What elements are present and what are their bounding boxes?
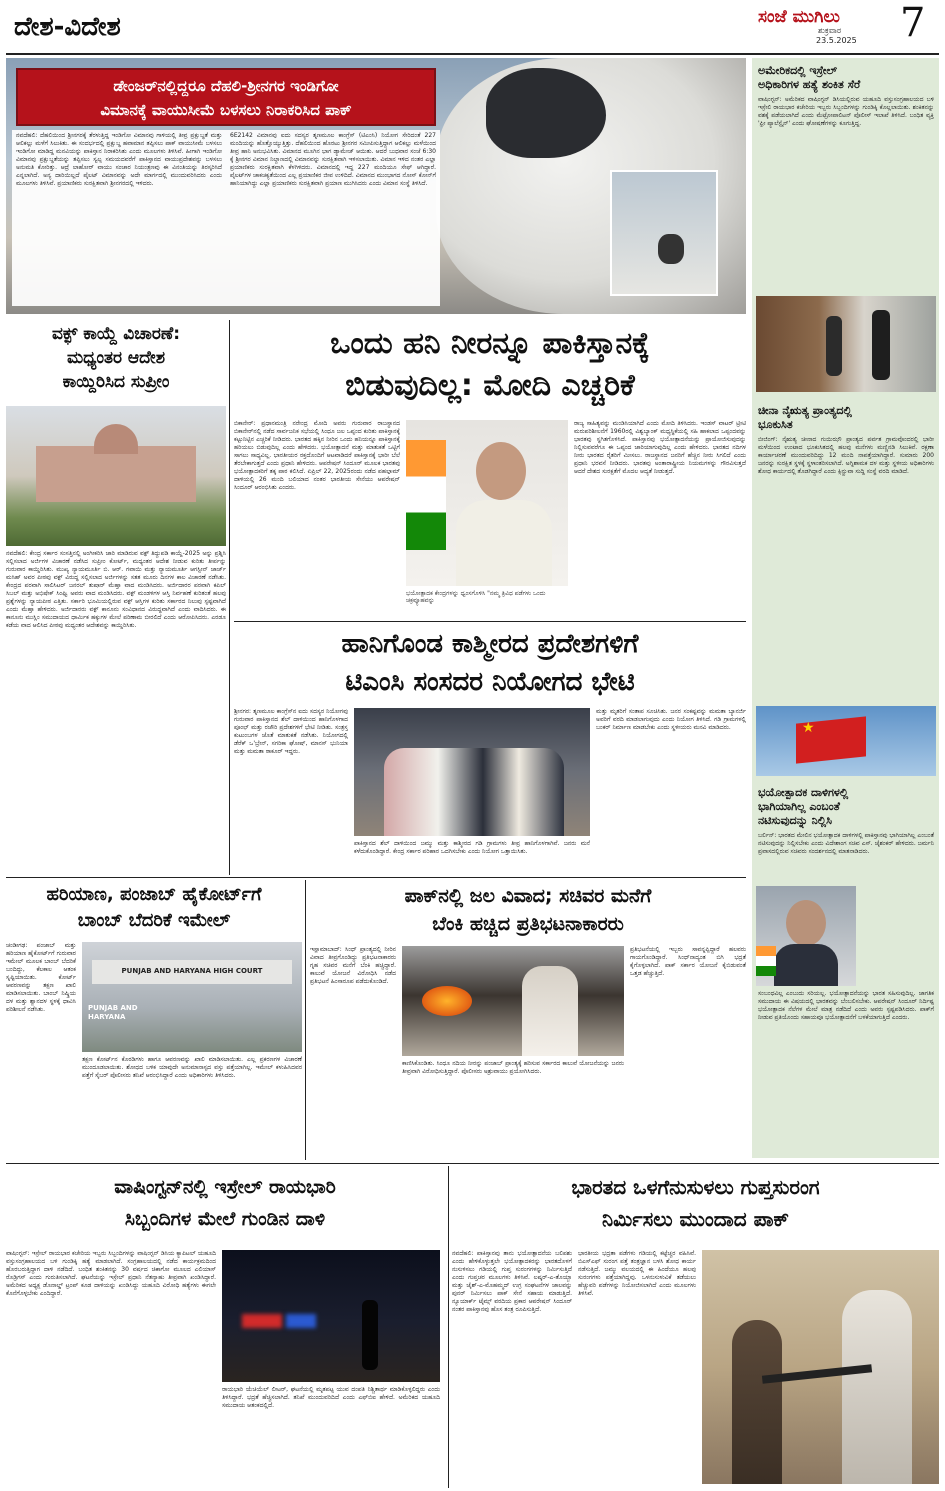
china-sidebar-title-line2: ಭೂಕುಸಿತ (758, 418, 793, 431)
tmc-headline-line2: ಟಿಎಂಸಿ ಸಂಸದರ ನಿಯೋಗದ ಭೇಟಿ (345, 667, 635, 697)
top-story (6, 58, 746, 314)
tunnel-headline-line2: ನಿರ್ಮಿಸಲು ಮುಂದಾದ ಪಾಕ್ (602, 1207, 789, 1231)
haryana-headline-line1: ಹರಿಯಾಣ, ಪಂಜಾಬ್ ಹೈಕೋರ್ಟ್‌ಗೆ (46, 884, 262, 905)
logo-day: ಶುಕ್ರವಾರ (818, 26, 842, 35)
top-headline-line2: ವಿಮಾನಕ್ಕೆ ವಾಯುಸೀಮೆ ಬಳಸಲು ನಿರಾಕರಿಸಿದ ಪಾಕ್ (100, 101, 352, 119)
china-sidebar-title-line1: ಚೀನಾ ನೈಋತ್ಯ ಪ್ರಾಂತ್ಯದಲ್ಲಿ (758, 404, 852, 417)
water-story (310, 880, 746, 1160)
jaishankar-photo (756, 886, 856, 986)
fire-shape (422, 986, 472, 1016)
dc-night-photo (222, 1250, 440, 1382)
terror-sidebar-body1: ಬರ್ಲಿನ್: ಭಾರತದ ಮೇಲಿನ ಭಯೋತ್ಪಾದಕ ದಾಳಿಗಳಲ್ಲಿ ಪಾಕಿಸ್ತಾನವು ಭಾಗಿಯಾಗಿಲ್ಲ ಎಂಬಂತೆ ನಟಿಸುವುದನ್ನು ನಿಲ್ಲಿಸಬೇಕು ಎಂದು ವಿದೇಶಾಂಗ ಸಚಿವ ಎಸ್. ಜೈಶಂಕರ್ ಹೇಳಿದರು. ಜರ್ಮನಿ ಪ್ರವಾಸದಲ್ಲಿರುವ ಸಚಿವರು ಸಂದರ್ಶನದಲ್ಲಿ ಮಾತನಾಡಿದರು. (758, 832, 934, 855)
top-headline-box (16, 68, 436, 126)
masthead-divider (6, 53, 939, 55)
waqf-body: ನವದೆಹಲಿ: ಕೇಂದ್ರ ಸರ್ಕಾರ ಸಂಸತ್ತಿನಲ್ಲಿ ಅಂಗೀಕರಿಸಿ ಜಾರಿ ಮಾಡಿರುವ ವಕ್ಫ್ ತಿದ್ದುಪಡಿ ಕಾಯ್ದೆ-2025 ಅನ್ನು ಪ್ರಶ್ನಿಸಿ ಸಲ್ಲಿಸಲಾದ ಅರ್ಜಿಗಳ ವಿಚಾರಣೆ ನಡೆಸಿದ ಸುಪ್ರೀಂ ಕೋರ್ಟ್, ಮಧ್ಯಂತರ ಆದೇಶ ನೀಡುವ ಕುರಿತು ತೀರ್ಪನ್ನು ಗುರುವಾರ ಕಾಯ್ದಿರಿಸಿತು. ಮುಖ್ಯ ನ್ಯಾಯಮೂರ್ತಿ ಬಿ. ಆರ್. ಗವಾಯಿ ಮತ್ತು ನ್ಯಾಯಮೂರ್ತಿ ಆಗಸ್ಟೀನ್ ಜಾರ್ಜ್ ಮಸಿಹ್ ಅವರ ಪೀಠವು ವಕ್ಫ್ ವಿರುದ್ಧ ಸಲ್ಲಿಸಲಾದ ಅರ್ಜಿಗಳನ್ನು ಸತತ ಮೂರು ದಿನಗಳ ಕಾಲ ವಿಚಾರಣೆ ನಡೆಸಿತು. ಕೇಂದ್ರದ ಪರವಾಗಿ ಸಾಲಿಸಿಟರ್ ಜನರಲ್ ತುಷಾರ್ ಮೆಹ್ತಾ ವಾದ ಮಂಡಿಸಿದರು. ಅರ್ಜಿದಾರರ ಪರವಾಗಿ ಕಪಿಲ್ ಸಿಬಲ್ ಮತ್ತು ಅಭಿಷೇಕ್ ಸಿಂಘ್ವಿ ಅವರು ವಾದ ಮಂಡಿಸಿದರು. ವಕ್ಫ್ ಮಂಡಳಿಗಳ ಆಸ್ತಿ ನಿರ್ವಹಣೆ ಕುರಿತಂತೆ ಹಲವು ಪ್ರಶ್ನೆಗಳನ್ನು ನ್ಯಾಯಪೀಠ ಎತ್ತಿತು. ಸರ್ಕಾರಿ ಭೂಮಿಯಲ್ಲಿರುವ ವಕ್ಫ್ ಆಸ್ತಿಗಳ ಕುರಿತು ಸರ್ಕಾರದ ನಿಲುವು ಸ್ಪಷ್ಟವಾಗಿದೆ ಎಂದು ಮೆಹ್ತಾ ಹೇಳಿದರು. ಅರ್ಜಿದಾರರು ವಕ್ಫ್ ಕಾನೂನು ಸಂವಿಧಾನದ ವಿರುದ್ಧವಾಗಿದೆ ಎಂದು ವಾದಿಸಿದರು. ಈ ಕಾನೂನು ಮುಸ್ಲಿಂ ಸಮುದಾಯದ ಧಾರ್ಮಿಕ ಹಕ್ಕುಗಳ ಮೇಲೆ ಪರಿಣಾಮ ಬೀರಲಿದೆ ಎಂದು ಆರೋಪಿಸಿದರು. ಎರಡೂ ಕಡೆಯ ವಾದ ಆಲಿಸಿದ ಪೀಠವು ಮಧ್ಯಂತರ ಆದೇಶವನ್ನು ಕಾಯ್ದಿರಿಸಿತು. (6, 550, 226, 629)
dc-col1: ವಾಷಿಂಗ್ಟನ್: ಇಸ್ರೇಲ್ ರಾಯಭಾರ ಕಚೇರಿಯ ಇಬ್ಬರು ಸಿಬ್ಬಂದಿಗಳನ್ನು ವಾಷಿಂಗ್ಟನ್ ಡಿಸಿಯ ಕ್ಯಾಪಿಟಲ್ ಯಹೂದಿ ವಸ್ತುಸಂಗ್ರಹಾಲಯದ ಬಳಿ ಗುಂಡಿಕ್ಕಿ ಹತ್ಯೆ ಮಾಡಲಾಗಿದೆ. ಸಂಗ್ರಹಾಲಯದಲ್ಲಿ ನಡೆದ ಕಾರ್ಯಕ್ರಮದಿಂದ ಹೊರಬರುತ್ತಿದ್ದಾಗ ದಾಳಿ ನಡೆದಿದೆ. ಬಂಧಿತ ಶಂಕಿತನನ್ನು 30 ವರ್ಷದ ಚಿಕಾಗೋ ಮೂಲದ ಎಲಿಯಾಸ್ ರೊಡ್ರಿಗಸ್ ಎಂದು ಗುರುತಿಸಲಾಗಿದೆ. ಘಟನೆಯನ್ನು ಇಸ್ರೇಲ್ ಪ್ರಧಾನಿ ನೆತನ್ಯಾಹು ತೀವ್ರವಾಗಿ ಖಂಡಿಸಿದ್ದಾರೆ. ಅಮೆರಿಕದ ಅಧ್ಯಕ್ಷ ಡೊನಾಲ್ಡ್ ಟ್ರಂಪ್ ಕೂಡ ದಾಳಿಯನ್ನು ಖಂಡಿಸಿದ್ದು ಯಹೂದಿ ವಿರೋಧಿ ಹತ್ಯೆಗಳು ಈಗಲೇ ಕೊನೆಗೊಳ್ಳಬೇಕು ಎಂದಿದ್ದಾರೆ. (6, 1250, 216, 1297)
militants-photo (702, 1250, 939, 1484)
bottom-divider (448, 1166, 449, 1488)
top-headline-line1: ಡೇಂಜರ್‌ನಲ್ಲಿದ್ದರೂ ದೆಹಲಿ-ಶ್ರೀನಗರ ಇಂಡಿಗೋ (113, 77, 339, 95)
water-col1: ಇಸ್ಲಾಮಾಬಾದ್: ಸಿಂಧ್ ಪ್ರಾಂತ್ಯದಲ್ಲಿ ನೀರಿನ ವಿವಾದ ತೀವ್ರಗೊಂಡಿದ್ದು ಪ್ರತಿಭಟನಾಕಾರರು ಗೃಹ ಸಚಿವರ ಮನೆಗೆ ಬೆಂಕಿ ಹಚ್ಚಿದ್ದಾರೆ. ಕಾಲುವೆ ಯೋಜನೆ ವಿರೋಧಿಸಿ ನಡೆದ ಪ್ರತಿಭಟನೆ ಹಿಂಸಾರೂಪ ಪಡೆದುಕೊಂಡಿದೆ. (310, 946, 396, 985)
water-headline-line2: ಬೆಂಕಿ ಹಚ್ಚಿದ ಪ್ರತಿಭಟನಾಕಾರರು (432, 913, 624, 935)
top-story-col2: 6E2142 ವಿಮಾನವು ಐದು ಸದಸ್ಯರ ತೃಣಮೂಲ ಕಾಂಗ್ರೆಸ್ (ಟಿಎಂಸಿ) ನಿಯೋಗ ಸೇರಿದಂತೆ 227 ಮಂದಿಯನ್ನು ಹೊತ್ತೊಯ್ಯುತ್ತಿತ್ತು. ದೆಹಲಿಯಿಂದ ಹೊರಟು ಶ್ರೀನಗರ ಸಮೀಪಿಸುತ್ತಿದ್ದಾಗ ಆಲಿಕಲ್ಲು ಮಳೆಯಿಂದ ತೀವ್ರ ಹಾನಿ ಅನುಭವಿಸಿತು. ವಿಮಾನದ ಮೂಗಿನ ಭಾಗ ಡ್ಯಾಮೇಜ್ ಆಯಿತು. ಆದರೆ ಬುಧವಾರ ಸಂಜೆ 6:30 ಕ್ಕೆ ಶ್ರೀನಗರ ವಿಮಾನ ನಿಲ್ದಾಣದಲ್ಲಿ ವಿಮಾನವನ್ನು ಸುರಕ್ಷಿತವಾಗಿ ಇಳಿಸಲಾಯಿತು. ವಿಮಾನ ಇಳಿದ ನಂತರ ಎಲ್ಲಾ ಪ್ರಯಾಣಿಕರು ಸುರಕ್ಷಿತವಾಗಿ ಕೆಳಗಿಳಿದರು. ವಿಮಾನದಲ್ಲಿ ಇದ್ದ 227 ಮಂದಿಯೂ ಸೇಫ್ ಆಗಿದ್ದಾರೆ. ಪೈಲಟ್‌ಗಳ ಚಾಕಚಕ್ಯತೆಯಿಂದ ಎಲ್ಲ ಪ್ರಯಾಣಿಕರ ಜೀವ ಉಳಿದಿದೆ. ವಿಮಾನದ ಮುಂಭಾಗದ ನೋಸ್ ಕೋನ್‌ಗೆ ಹಾನಿಯಾಗಿದ್ದು ಎಲ್ಲಾ ಪ್ರಯಾಣಿಕರು ಸುರಕ್ಷಿತವಾಗಿ ಪ್ರಯಾಣ ಮುಗಿಸಿದರು ಎಂದು ವಿಮಾನ ಸಂಸ್ಥೆ ತಿಳಿಸಿದೆ. (230, 132, 436, 187)
person-head-shape (786, 900, 826, 946)
high-court-photo (82, 942, 302, 1052)
mid-divider (6, 877, 746, 878)
logo-text: ಸಂಜೆ ಮುಗಿಲು (758, 7, 840, 27)
tunnel-col2: ಭಾರತೀಯ ಭದ್ರತಾ ಪಡೆಗಳು ಗಡಿಯಲ್ಲಿ ಕಟ್ಟೆಚ್ಚರ ವಹಿಸಿವೆ. ಬಿಎಸ್‌ಎಫ್ ಸುರಂಗ ಪತ್ತೆ ತಂತ್ರಜ್ಞಾನ ಬಳಸಿ ಶೋಧ ಕಾರ್ಯ ನಡೆಸುತ್ತಿದೆ. ಜಮ್ಮು ವಲಯದಲ್ಲಿ ಈ ಹಿಂದೆಯೂ ಹಲವು ಸುರಂಗಗಳು ಪತ್ತೆಯಾಗಿದ್ದವು. ಒಳನುಸುಳುವಿಕೆ ತಡೆಯಲು ಹೆಚ್ಚುವರಿ ಪಡೆಗಳನ್ನು ನಿಯೋಜಿಸಲಾಗಿದೆ ಎಂದು ಮೂಲಗಳು ತಿಳಿಸಿವೆ. (578, 1250, 696, 1297)
waqf-story (6, 320, 226, 875)
lower-divider (6, 1163, 939, 1164)
masthead (0, 0, 945, 55)
waqf-divider (229, 320, 230, 875)
terror-sidebar-title-line3: ನಟಿಸುವುದನ್ನು ನಿಲ್ಲಿಸಿ (758, 814, 832, 827)
modi-headline-line2: ಬಿಡುವುದಿಲ್ಲ: ಮೋದಿ ಎಚ್ಚರಿಕೆ (345, 368, 635, 403)
dc-col2: ರಾಯಭಾರಿ ಯೆಚಿಯೆಲ್ ಲೀಟರ್, ಘಟನೆಯಲ್ಲಿ ಮೃತಪಟ್ಟ ಯುವ ದಂಪತಿ ನಿಶ್ಚಿತಾರ್ಥ ಮಾಡಿಕೊಳ್ಳಲಿದ್ದರು ಎಂದು ತಿಳಿಸಿದ್ದಾರೆ. ಭದ್ರತೆ ಹೆಚ್ಚಿಸಲಾಗಿದೆ. ತನಿಖೆ ಮುಂದುವರಿದಿದೆ ಎಂದು ಎಫ್‌ಬಿಐ ಹೇಳಿದೆ. ಅಮೆರಿಕದ ಯಹೂದಿ ಸಮುದಾಯ ಆತಂಕದಲ್ಲಿದೆ. (222, 1386, 440, 1409)
terror-sidebar-title-line2: ಭಾಗಿಯಾಗಿಲ್ಲ ಎಂಬಂತೆ (758, 800, 840, 813)
dc-headline-line2: ಸಿಬ್ಬಂದಿಗಳ ಮೇಲೆ ಗುಂಡಿನ ದಾಳಿ (124, 1208, 326, 1230)
haryana-headline-line2: ಬಾಂಬ್ ಬೆದರಿಕೆ ಇಮೇಲ್ (77, 910, 231, 931)
us-sidebar-title-line2: ಅಧಿಕಾರಿಗಳ ಹತ್ಯೆ ಶಂಕಿತ ಸೆರೆ (758, 78, 861, 91)
top-story-col1: ನವದೆಹಲಿ: ದೆಹಲಿಯಿಂದ ಶ್ರೀನಗರಕ್ಕೆ ತೆರಳುತ್ತಿದ್ದ ಇಂಡಿಗೋ ವಿಮಾನವು ಗಾಳಿಯಲ್ಲಿ ತೀವ್ರ ಪ್ರಕ್ಷುಬ್ಧತೆ ಮತ್ತು ಆಲಿಕಲ್ಲು ಮಳೆಗೆ ಸಿಲುಕಿತು. ಈ ಸಂದರ್ಭದಲ್ಲಿ ಪ್ರಕ್ಷುಬ್ಧ ಹವಾಮಾನ ತಪ್ಪಿಸಲು ಪಾಕ್ ವಾಯುಸೀಮೆ ಬಳಸಲು ಇಂಡಿಗೋ ಮಾಡಿದ್ದ ಮನವಿಯನ್ನು ಪಾಕಿಸ್ತಾನ ನಿರಾಕರಿಸಿತು ಎಂದು ಮೂಲಗಳು ತಿಳಿಸಿವೆ. ಹೀಗಾಗಿ ಇಂಡಿಗೋ ವಿಮಾನವು ಪ್ರಕ್ಷುಬ್ಧತೆಯನ್ನು ತಪ್ಪಿಸಲು ಸ್ವಲ್ಪ ಸಮಯದವರೆಗೆ ಪಾಕಿಸ್ತಾನದ ವಾಯುಪ್ರದೇಶವನ್ನು ಬಳಸಲು ಅನುಮತಿ ಕೋರಿತ್ತು. ಆದ್ರೆ ಲಾಹೋರ್ ವಾಯು ಸಂಚಾರ ನಿಯಂತ್ರಣವು ಈ ವಿನಂತಿಯನ್ನು ತಿರಸ್ಕರಿಸಿದೆ ಎನ್ನಲಾಗಿದೆ. ಅನ್ಯ ದಾರಿಯಿಲ್ಲದೆ ಪೈಲಟ್ ವಿಮಾನವನ್ನು ಅದೇ ಮಾರ್ಗದಲ್ಲಿ ಮುಂದುವರಿಸಿದರು ಎಂದು ಮೂಲಗಳು ತಿಳಿಸಿವೆ. ಪ್ರಯಾಣಿಕರು ಸುರಕ್ಷಿತವಾಗಿ ಶ್ರೀನಗರದಲ್ಲಿ ಇಳಿದರು. (16, 132, 222, 187)
person-head-shape (476, 442, 526, 500)
haryana-col2: ತಕ್ಷಣ ಕೋರ್ಟ್‌ನ ಕೊಠಡಿಗಳು ಹಾಗೂ ಆವರಣವನ್ನು ಖಾಲಿ ಮಾಡಿಸಲಾಯಿತು. ಎಲ್ಲ ಪ್ರಕರಣಗಳ ವಿಚಾರಣೆ ಮುಂದೂಡಲಾಯಿತು. ಶೋಧದ ಬಳಿಕ ಯಾವುದೇ ಅನುಮಾನಾಸ್ಪದ ವಸ್ತು ಪತ್ತೆಯಾಗಿಲ್ಲ. ಇಮೇಲ್ ಕಳುಹಿಸಿದವರ ಪತ್ತೆಗೆ ಸೈಬರ್ ಪೊಲೀಸರು ತನಿಖೆ ಆರಂಭಿಸಿದ್ದಾರೆ ಎಂದು ಅಧಿಕಾರಿಗಳು ತಿಳಿಸಿದರು. (82, 1056, 302, 1079)
police-light-shape (242, 1314, 282, 1328)
terror-sidebar-title-line1: ಭಯೋತ್ಪಾದಕ ದಾಳಿಗಳಲ್ಲಿ (758, 786, 849, 799)
flag-star-icon: ★ (802, 720, 815, 736)
water-col2: ಕಾಣಿಸಿಕೊಂಡಿತು. ಸಿಂಧೂ ನದಿಯ ನೀರನ್ನು ಪಂಜಾಬ್ ಪ್ರಾಂತ್ಯಕ್ಕೆ ಹರಿಸುವ ಸರ್ಕಾರದ ಕಾಲುವೆ ಯೋಜನೆಯನ್ನು ಜನರು ತೀವ್ರವಾಗಿ ವಿರೋಧಿಸುತ್ತಿದ್ದಾರೆ. ಪೊಲೀಸರು ಅಶ್ರುವಾಯು ಪ್ರಯೋಗಿಸಿದರು. (402, 1060, 624, 1075)
china-sidebar-body: ಬೀಜಿಂಗ್: ನೈಋತ್ಯ ಚೀನಾದ ಗುಯಿಝೌ ಪ್ರಾಂತ್ಯದ ಪರ್ವತ ಗ್ರಾಮವೊಂದರಲ್ಲಿ ಭಾರೀ ಮಳೆಯಿಂದ ಉಂಟಾದ ಭೂಕುಸಿತದಲ್ಲಿ ಹಲವು ಮನೆಗಳು ಮಣ್ಣಿನಡಿ ಸಿಲುಕಿವೆ. ರಕ್ಷಣಾ ಕಾರ್ಯಾಚರಣೆ ಮುಂದುವರಿದಿದ್ದು 12 ಮಂದಿ ನಾಪತ್ತೆಯಾಗಿದ್ದಾರೆ. ಸುಮಾರು 200 ಜನರನ್ನು ಸುರಕ್ಷಿತ ಸ್ಥಳಕ್ಕೆ ಸ್ಥಳಾಂತರಿಸಲಾಗಿದೆ. ಅಗ್ನಿಶಾಮಕ ದಳ ಮತ್ತು ಸ್ಥಳೀಯ ಅಧಿಕಾರಿಗಳು ಶೋಧ ಕಾರ್ಯದಲ್ಲಿ ತೊಡಗಿದ್ದಾರೆ ಎಂದು ಕ್ಸಿನ್ಹುವಾ ಸುದ್ದಿ ಸಂಸ್ಥೆ ವರದಿ ಮಾಡಿದೆ. (758, 436, 934, 475)
tmc-photo (354, 708, 590, 836)
india-flag-shape (756, 946, 776, 976)
militant-figure-1 (732, 1320, 782, 1484)
modi-col2: ರಾಜ್ಯ ಸಾಹಿತ್ಯವನ್ನು ಮಂಡಿಸಿಯಾಗಿದೆ ಎಂದು ಮೋದಿ ತಿಳಿಸಿದರು. ಇಂಡಸ್ ವಾಟರ್ ಟ್ರೀಟಿ ಮರುಪರಿಶೀಲನೆಗೆ 1960ರಲ್ಲಿ ವಿಶ್ವಬ್ಯಾಂಕ್ ಮಧ್ಯಸ್ಥಿಕೆಯಲ್ಲಿ ಸಹಿ ಹಾಕಲಾದ ಒಪ್ಪಂದವನ್ನು ಭಾರತವು ಸ್ಥಗಿತಗೊಳಿಸಿದೆ. ಪಾಕಿಸ್ತಾನವು ಭಯೋತ್ಪಾದನೆಯನ್ನು ಪ್ರಾಯೋಜಿಸುವುದನ್ನು ನಿಲ್ಲಿಸುವವರೆಗೂ ಈ ಒಪ್ಪಂದ ಜಾರಿಯಾಗುವುದಿಲ್ಲ ಎಂದು ಹೇಳಿದರು. ಭಾರತದ ನದಿಗಳ ನೀರು ಭಾರತದ ರೈತರಿಗೆ ಮೀಸಲು. ರಾಜಸ್ಥಾನದ ಜನರಿಗೆ ಹೆಚ್ಚಿನ ನೀರು ಸಿಗಲಿದೆ ಎಂದು ಪ್ರಧಾನಿ ಭರವಸೆ ನೀಡಿದರು. ಭಾರತವು ಅಂತಾರಾಷ್ಟ್ರೀಯ ನಿಯಮಗಳನ್ನು ಗೌರವಿಸುತ್ತದೆ ಆದರೆ ದೇಶದ ಸುರಕ್ಷತೆಗೆ ಮೊದಲ ಆದ್ಯತೆ ನೀಡುತ್ತದೆ. (574, 420, 746, 475)
person-body-shape (774, 944, 838, 986)
person-silhouette-1 (826, 316, 842, 376)
us-sidebar-body: ವಾಷಿಂಗ್ಟನ್: ಅಮೆರಿಕದ ವಾಷಿಂಗ್ಟನ್ ಡಿಸಿಯಲ್ಲಿರುವ ಯಹೂದಿ ವಸ್ತುಸಂಗ್ರಹಾಲಯದ ಬಳಿ ಇಸ್ರೇಲಿ ರಾಯಭಾರ ಕಚೇರಿಯ ಇಬ್ಬರು ಸಿಬ್ಬಂದಿಗಳನ್ನು ಗುಂಡಿಕ್ಕಿ ಕೊಲ್ಲಲಾಯಿತು. ಶಂಕಿತನನ್ನು ವಶಕ್ಕೆ ಪಡೆಯಲಾಗಿದೆ ಎಂದು ಮೆಟ್ರೋಪಾಲಿಟನ್ ಪೊಲೀಸ್ ಇಲಾಖೆ ತಿಳಿಸಿದೆ. ಬಂಧಿತ ವ್ಯಕ್ತಿ 'ಫ್ರೀ ಪ್ಯಾಲೆಸ್ಟೈನ್' ಎಂದು ಘೋಷಣೆಗಳನ್ನು ಕೂಗುತ್ತಿದ್ದ. (758, 96, 934, 127)
china-flag-photo (756, 706, 936, 776)
court-building-shape (36, 446, 196, 502)
tmc-col3: ಮತ್ತು ಮೃತರಿಗೆ ಸಂತಾಪ ಸೂಚಿಸಿತು. ಜನರ ಸಂಕಷ್ಟವನ್ನು ಮಮತಾ ಬ್ಯಾನರ್ಜಿ ಅವರಿಗೆ ವರದಿ ಮಾಡಲಾಗುವುದು ಎಂದು ನಿಯೋಗ ತಿಳಿಸಿದೆ. ಗಡಿ ಗ್ರಾಮಗಳಲ್ಲಿ ಬಂಕರ್ ನಿರ್ಮಾಣ ಮಾಡಬೇಕು ಎಂದು ಸ್ಥಳೀಯರು ಮನವಿ ಮಾಡಿದರು. (596, 708, 746, 731)
protest-photo (402, 946, 624, 1056)
person-silhouette (362, 1300, 378, 1370)
top-story-textbox (12, 130, 440, 306)
protester-shape (522, 966, 578, 1056)
tmc-col2: ಪಾಕಿಸ್ತಾನದ ಶೆಲ್ ದಾಳಿಯಿಂದ ಜಮ್ಮು ಮತ್ತು ಕಾಶ್ಮೀರದ ಗಡಿ ಗ್ರಾಮಗಳು ತೀವ್ರ ಹಾನಿಗೊಳಗಾಗಿವೆ. ಜನರು ಮನೆ ಕಳೆದುಕೊಂಡಿದ್ದಾರೆ. ಕೇಂದ್ರ ಸರ್ಕಾರ ಪರಿಹಾರ ಒದಗಿಸಬೇಕು ಎಂದು ನಿಯೋಗ ಒತ್ತಾಯಿಸಿತು. (354, 840, 590, 855)
water-col3: ಪ್ರತಿಭಟನೆಯಲ್ಲಿ ಇಬ್ಬರು ಸಾವನ್ನಪ್ಪಿದ್ದಾರೆ ಹಲವರು ಗಾಯಗೊಂಡಿದ್ದಾರೆ. ಸಿಂಧ್‌ನಾದ್ಯಂತ ಬಿಗಿ ಭದ್ರತೆ ಕೈಗೊಳ್ಳಲಾಗಿದೆ. ಪಾಕ್ ಸರ್ಕಾರ ಯೋಜನೆ ಕೈಬಿಡುವಂತೆ ಒತ್ತಡ ಹೆಚ್ಚುತ್ತಿದೆ. (630, 946, 746, 977)
section-title: ದೇಶ-ವಿದೇಶ (14, 12, 121, 42)
court-sign-lower: PUNJAB AND HARYANA (88, 1004, 138, 1021)
court-sign-board (92, 960, 292, 984)
page-number: 7 (900, 0, 926, 46)
militant-figure-2 (842, 1290, 912, 1484)
dc-attack-story (6, 1166, 444, 1488)
logo (758, 4, 900, 46)
person-body-shape (456, 500, 552, 586)
waqf-headline-line2: ಮಧ್ಯಂತರ ಆದೇಶ (66, 348, 166, 368)
court-dome-shape (94, 424, 138, 454)
tmc-col1: ಶ್ರೀನಗರ: ತೃಣಮೂಲ ಕಾಂಗ್ರೆಸ್‌ನ ಐದು ಸದಸ್ಯರ ನಿಯೋಗವು ಗುರುವಾರ ಪಾಕಿಸ್ತಾನದ ಶೆಲ್ ದಾಳಿಯಿಂದ ಹಾನಿಗೊಳಗಾದ ಪೂಂಛ್ ಮತ್ತು ರಜೌರಿ ಪ್ರದೇಶಗಳಿಗೆ ಭೇಟಿ ನೀಡಿತು. ಸಂತ್ರಸ್ತ ಕುಟುಂಬಗಳ ಜೊತೆ ಮಾತುಕತೆ ನಡೆಸಿತು. ನಿಯೋಗದಲ್ಲಿ ಡೆರೆಕ್ ಒ'ಬ್ರೇನ್, ಸಗರಿಕಾ ಘೋಷ್, ಮಾನಸ್ ಭುನಿಯಾ ಮತ್ತು ಮಮತಾ ಠಾಕೂರ್ ಇದ್ದರು. (234, 708, 348, 755)
tmc-story (234, 624, 746, 874)
us-sidebar-photo (756, 296, 936, 392)
haryana-col1: ಚಂಡೀಗಢ: ಪಂಜಾಬ್ ಮತ್ತು ಹರಿಯಾಣ ಹೈಕೋರ್ಟ್‌ಗೆ ಗುರುವಾರ ಇಮೇಲ್ ಮೂಲಕ ಬಾಂಬ್ ಬೆದರಿಕೆ ಬಂದಿದ್ದು, ಕೆಲಕಾಲ ಆತಂಕ ಸೃಷ್ಟಿಯಾಯಿತು. ಕೋರ್ಟ್ ಆವರಣವನ್ನು ತಕ್ಷಣ ಖಾಲಿ ಮಾಡಿಸಲಾಯಿತು. ಬಾಂಬ್ ನಿಷ್ಕ್ರಿಯ ದಳ ಮತ್ತು ಶ್ವಾನದಳ ಸ್ಥಳಕ್ಕೆ ಧಾವಿಸಿ ಪರಿಶೀಲನೆ ನಡೆಸಿತು. (6, 942, 76, 1013)
person-silhouette-2 (872, 310, 890, 380)
tunnel-col1: ನವದೆಹಲಿ: ಪಾಕಿಸ್ತಾನವು ತಾನು ಭಯೋತ್ಪಾದನೆಯ ಬಲಿಪಶು ಎಂದು ಹೇಳಿಕೊಳ್ಳುತ್ತಲೇ ಭಯೋತ್ಪಾದಕರನ್ನು ಭಾರತದೊಳಗೆ ನುಸುಳಿಸಲು ಗಡಿಯಲ್ಲಿ ಗುಪ್ತ ಸುರಂಗಗಳನ್ನು ನಿರ್ಮಿಸುತ್ತಿದೆ ಎಂದು ಗುಪ್ತಚರ ಮೂಲಗಳು ತಿಳಿಸಿವೆ. ಲಷ್ಕರ್-ಎ-ತೊಯ್ಬಾ ಮತ್ತು ಜೈಶ್-ಎ-ಮೊಹಮ್ಮದ್ ಉಗ್ರ ಸಂಘಟನೆಗಳ ಜಾಲವನ್ನು ಪುನರ್ ನಿರ್ಮಿಸಲು ಪಾಕ್ ಸೇನೆ ಸಹಾಯ ಮಾಡುತ್ತಿದೆ. ನ್ಯೂಯಾರ್ಕ್ ಟೈಮ್ಸ್ ವರದಿಯ ಪ್ರಕಾರ ಆಪರೇಷನ್ ಸಿಂದೂರ್ ನಂತರ ಪಾಕಿಸ್ತಾನವು ಹೊಸ ತಂತ್ರ ರೂಪಿಸುತ್ತಿದೆ. (452, 1250, 572, 1313)
modi-col1: ಬಿಕಾನೇರ್: ಪ್ರಧಾನಮಂತ್ರಿ ನರೇಂದ್ರ ಮೋದಿ ಅವರು ಗುರುವಾರ ರಾಜಸ್ಥಾನದ ಬಿಕಾನೇರ್‌ನಲ್ಲಿ ನಡೆದ ಸಾರ್ವಜನಿಕ ಸಭೆಯಲ್ಲಿ ಸಿಂಧೂ ಜಲ ಒಪ್ಪಂದ ಕುರಿತು ಪಾಕಿಸ್ತಾನಕ್ಕೆ ಕಟ್ಟುನಿಟ್ಟಿನ ಎಚ್ಚರಿಕೆ ನೀಡಿದರು. ಭಾರತದ ಹಕ್ಕಿನ ನೀರಿನ ಒಂದು ಹನಿಯನ್ನೂ ಪಾಕಿಸ್ತಾನಕ್ಕೆ ಹರಿಯಲು ಬಿಡುವುದಿಲ್ಲ ಎಂದು ಹೇಳಿದರು. ಭಯೋತ್ಪಾದನೆ ಮತ್ತು ಮಾತುಕತೆ ಒಟ್ಟಿಗೆ ಸಾಗಲು ಸಾಧ್ಯವಿಲ್ಲ. ಭಾರತೀಯರ ರಕ್ತದೊಂದಿಗೆ ಆಟವಾಡಿದರೆ ಪಾಕಿಸ್ತಾನಕ್ಕೆ ಭಾರೀ ಬೆಲೆ ತೆರಬೇಕಾಗುತ್ತದೆ ಎಂದು ಪ್ರಧಾನಿ ಹೇಳಿದರು. ಆಪರೇಷನ್ ಸಿಂದೂರ್ ಮೂಲಕ ಭಾರತವು ಭಯೋತ್ಪಾದಕರಿಗೆ ತಕ್ಕ ಪಾಠ ಕಲಿಸಿದೆ. ಏಪ್ರಿಲ್ 22, 2025ರಂದು ನಡೆದ ಪಹಲ್ಗಾಮ್ ದಾಳಿಯಲ್ಲಿ 26 ಮಂದಿ ಬಲಿಯಾದ ನಂತರ ಭಾರತೀಯ ಸೇನೆಯು ಆಪರೇಷನ್ ಸಿಂದೂರ್ ಆರಂಭಿಸಿತು ಎಂದರು. (234, 420, 400, 491)
court-sign-text: PUNJAB AND HARYANA HIGH COURT (121, 967, 263, 975)
terror-sidebar-body2: ಸಂಬಂಧವಿಲ್ಲ ಎಂಬುದು ಸರಿಯಲ್ಲ. ಭಯೋತ್ಪಾದನೆಯನ್ನು ಭಾರತ ಸಹಿಸುವುದಿಲ್ಲ. ಜಾಗತಿಕ ಸಮುದಾಯ ಈ ವಿಷಯದಲ್ಲಿ ಭಾರತವನ್ನು ಬೆಂಬಲಿಸಬೇಕು. ಆಪರೇಷನ್ ಸಿಂದೂರ್ ನಿರ್ದಿಷ್ಟ ಭಯೋತ್ಪಾದಕ ನೆಲೆಗಳ ಮೇಲೆ ಮಾತ್ರ ನಡೆದಿದೆ ಎಂದು ಅವರು ಸ್ಪಷ್ಟಪಡಿಸಿದರು. ಪಾಕ್‌ಗೆ ನೀಡುವ ಪ್ರತಿಯೊಂದು ಸಹಾಯವೂ ಭಯೋತ್ಪಾದನೆಗೆ ಬಳಕೆಯಾಗುತ್ತಿದೆ ಎಂದರು. (758, 990, 934, 1021)
terror-sidebar-side-text (860, 886, 934, 986)
tmc-headline-line1: ಹಾನಿಗೊಂಡ ಕಾಶ್ಮೀರದ ಪ್ರದೇಶಗಳಿಗೆ (341, 629, 639, 659)
water-headline-line1: ಪಾಕ್‌ನಲ್ಲಿ ಜಲ ವಿವಾದ; ಸಚಿವರ ಮನೆಗೆ (404, 885, 652, 907)
india-flag-shape (406, 440, 446, 550)
tunnel-headline-line1: ಭಾರತದ ಒಳಗೆನುಸುಳಲು ಗುಪ್ತಸುರಂಗ (571, 1175, 820, 1199)
modi-bottom-divider (234, 621, 746, 622)
sidebar (752, 58, 939, 1158)
supreme-court-photo (6, 406, 226, 546)
waqf-headline-line1: ವಕ್ಫ್ ಕಾಯ್ದೆ ವಿಚಾರಣೆ: (51, 324, 181, 344)
haryana-divider (305, 880, 306, 1160)
waqf-headline-line3: ಕಾಯ್ದಿರಿಸಿದ ಸುಪ್ರೀಂ (62, 372, 170, 392)
modi-headline-line1: ಒಂದು ಹನಿ ನೀರನ್ನೂ ಪಾಕಿಸ್ತಾನಕ್ಕೆ (330, 326, 650, 361)
delegation-group-shape (384, 748, 564, 836)
police-light-shape-blue (286, 1314, 316, 1328)
tunnel-story (452, 1166, 939, 1488)
us-sidebar-title-line1: ಅಮೇರಿಕದಲ್ಲಿ ಇಸ್ರೇಲ್ (758, 64, 838, 77)
damaged-nose-shape (486, 68, 606, 158)
modi-photo (406, 420, 568, 586)
inset-photo (610, 170, 718, 296)
modi-photo-caption: ಭಯೋತ್ಪಾದಕ ಕೇಂದ್ರಗಳನ್ನು ಧ್ವಂಸಗೊಳಿಸಿ "ನಮ್ಮ ತ್ರಿವಿಧ ಪಡೆಗಳು ಒಂದು ಚಕ್ರವ್ಯೂಹವನ್ನು (406, 590, 546, 604)
haryana-story (6, 880, 302, 1160)
dc-headline-line1: ವಾಷಿಂಗ್ಟನ್‌ನಲ್ಲಿ ಇಸ್ರೇಲ್ ರಾಯಭಾರಿ (114, 1176, 336, 1198)
logo-date: 23.5.2025 (816, 36, 857, 45)
inset-hole-shape (658, 234, 684, 264)
modi-story (234, 320, 746, 620)
